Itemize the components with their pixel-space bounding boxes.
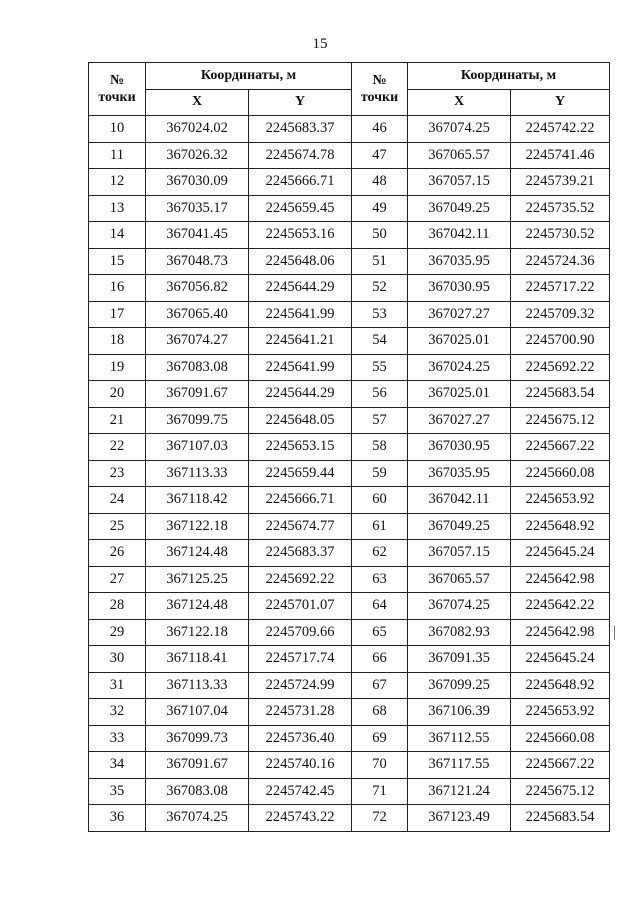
y-coordinate-cell: 2245717.74: [249, 646, 352, 673]
point-number-cell: 64: [352, 593, 408, 620]
point-number-cell: 19: [89, 354, 146, 381]
point-number-cell: 35: [89, 778, 146, 805]
y-coordinate-cell: 2245675.12: [511, 407, 610, 434]
y-coordinate-cell: 2245659.45: [249, 195, 352, 222]
page-number: 15: [312, 36, 328, 52]
x-coordinate-cell: 367056.82: [146, 275, 249, 302]
table-row: [89, 752, 610, 779]
x-coordinate-cell: 367027.27: [408, 301, 511, 328]
y-coordinate-cell: 2245709.32: [511, 301, 610, 328]
table-row: [89, 619, 610, 646]
y-coordinate-cell: 2245653.16: [249, 222, 352, 249]
x-coordinate-cell: 367091.67: [146, 752, 249, 779]
table-row: [89, 169, 610, 196]
table-row: [89, 540, 610, 567]
point-number-cell: 22: [89, 434, 146, 461]
point-number-cell: 15: [89, 248, 146, 275]
point-number-cell: 14: [89, 222, 146, 249]
y-coordinate-cell: 2245683.54: [511, 805, 610, 832]
point-number-cell: 30: [89, 646, 146, 673]
number-sign-label: №: [109, 73, 125, 88]
point-number-cell: 48: [352, 169, 408, 196]
y-coordinate-cell: 2245666.71: [249, 487, 352, 514]
table-row: [89, 142, 610, 169]
x-coordinate-cell: 367030.09: [146, 169, 249, 196]
y-coordinate-cell: 2245701.07: [249, 593, 352, 620]
point-number-cell: 26: [89, 540, 146, 567]
y-coordinate-cell: 2245641.99: [249, 301, 352, 328]
table-row: [89, 513, 610, 540]
y-coordinate-cell: 2245653.92: [511, 487, 610, 514]
point-label: точки: [360, 90, 399, 105]
table-row: [89, 566, 610, 593]
point-number-cell: 71: [352, 778, 408, 805]
point-number-cell: 36: [89, 805, 146, 832]
x-coordinate-cell: 367113.33: [146, 672, 249, 699]
point-number-cell: 24: [89, 487, 146, 514]
y-coordinate-cell: 2245740.16: [249, 752, 352, 779]
table-row: [89, 725, 610, 752]
table-row: [89, 248, 610, 275]
x-coordinate-cell: 367121.24: [408, 778, 511, 805]
point-number-cell: 17: [89, 301, 146, 328]
x-coordinate-cell: 367117.55: [408, 752, 511, 779]
x-coordinate-cell: 367026.32: [146, 142, 249, 169]
y-coordinate-cell: 2245644.29: [249, 381, 352, 408]
point-number-cell: 12: [89, 169, 146, 196]
x-coordinate-cell: 367074.25: [408, 593, 511, 620]
coordinates-header: Координаты, м: [146, 63, 352, 90]
table-row: [89, 195, 610, 222]
x-coordinate-cell: 367030.95: [408, 275, 511, 302]
x-coordinate-cell: 367083.08: [146, 778, 249, 805]
point-number-cell: 59: [352, 460, 408, 487]
x-coordinate-cell: 367035.95: [408, 248, 511, 275]
x-coordinate-cell: 367049.25: [408, 195, 511, 222]
coordinates-table: [88, 62, 610, 832]
x-coordinate-cell: 367107.03: [146, 434, 249, 461]
x-coordinate-cell: 367041.45: [146, 222, 249, 249]
x-coordinate-cell: 367024.02: [146, 116, 249, 143]
table-row: [89, 699, 610, 726]
point-number-cell: 10: [89, 116, 146, 143]
table-row: [89, 805, 610, 832]
y-coordinate-cell: 2245731.28: [249, 699, 352, 726]
x-coordinate-cell: 367057.15: [408, 169, 511, 196]
x-coordinate-cell: 367074.27: [146, 328, 249, 355]
x-coordinate-cell: 367124.48: [146, 540, 249, 567]
point-number-cell: 21: [89, 407, 146, 434]
y-coordinate-cell: 2245642.98: [511, 566, 610, 593]
table-row: [89, 460, 610, 487]
x-coordinate-cell: 367082.93: [408, 619, 511, 646]
point-number-cell: 46: [352, 116, 408, 143]
point-number-cell: 63: [352, 566, 408, 593]
x-coordinate-cell: 367027.27: [408, 407, 511, 434]
y-coordinate-cell: 2245736.40: [249, 725, 352, 752]
table-row: [89, 593, 610, 620]
point-label: точки: [98, 90, 136, 105]
x-coordinate-cell: 367112.55: [408, 725, 511, 752]
y-coordinate-cell: 2245724.36: [511, 248, 610, 275]
y-coordinate-cell: 2245741.46: [511, 142, 610, 169]
x-coordinate-cell: 367049.25: [408, 513, 511, 540]
point-number-cell: 50: [352, 222, 408, 249]
point-number-header: [89, 63, 146, 116]
y-coordinate-cell: 2245683.37: [249, 540, 352, 567]
point-number-cell: 27: [89, 566, 146, 593]
y-coordinate-cell: 2245735.52: [511, 195, 610, 222]
y-coordinate-cell: 2245700.90: [511, 328, 610, 355]
point-number-cell: 31: [89, 672, 146, 699]
x-coordinate-cell: 367099.73: [146, 725, 249, 752]
y-coordinate-cell: 2245743.22: [249, 805, 352, 832]
y-coordinate-cell: 2245648.92: [511, 672, 610, 699]
table-row: [89, 487, 610, 514]
point-number-cell: 51: [352, 248, 408, 275]
x-coordinate-cell: 367118.41: [146, 646, 249, 673]
y-coordinate-cell: 2245642.98: [511, 619, 610, 646]
x-coordinate-cell: 367113.33: [146, 460, 249, 487]
x-coordinate-cell: 367083.08: [146, 354, 249, 381]
scan-edge-mark: [614, 626, 615, 640]
x-column-header: X: [146, 89, 249, 116]
y-coordinate-cell: 2245742.22: [511, 116, 610, 143]
y-coordinate-cell: 2245648.92: [511, 513, 610, 540]
table-row: [89, 328, 610, 355]
x-coordinate-cell: 367099.25: [408, 672, 511, 699]
y-coordinate-cell: 2245660.08: [511, 460, 610, 487]
x-coordinate-cell: 367030.95: [408, 434, 511, 461]
x-coordinate-cell: 367118.42: [146, 487, 249, 514]
x-coordinate-cell: 367091.67: [146, 381, 249, 408]
x-coordinate-cell: 367124.48: [146, 593, 249, 620]
y-coordinate-cell: 2245645.24: [511, 646, 610, 673]
x-coordinate-cell: 367122.18: [146, 513, 249, 540]
table-row: [89, 301, 610, 328]
point-number-cell: 55: [352, 354, 408, 381]
x-coordinate-cell: 367042.11: [408, 487, 511, 514]
x-coordinate-cell: 367091.35: [408, 646, 511, 673]
y-coordinate-cell: 2245659.44: [249, 460, 352, 487]
table-row: [89, 116, 610, 143]
point-number-cell: 62: [352, 540, 408, 567]
x-coordinate-cell: 367035.17: [146, 195, 249, 222]
point-number-cell: 52: [352, 275, 408, 302]
table-row: [89, 407, 610, 434]
x-column-header: X: [408, 89, 511, 116]
point-number-header: [352, 63, 408, 116]
y-coordinate-cell: 2245742.45: [249, 778, 352, 805]
y-coordinate-cell: 2245683.54: [511, 381, 610, 408]
table-row: [89, 275, 610, 302]
y-coordinate-cell: 2245692.22: [511, 354, 610, 381]
y-coordinate-cell: 2245717.22: [511, 275, 610, 302]
y-coordinate-cell: 2245667.22: [511, 434, 610, 461]
point-number-cell: 28: [89, 593, 146, 620]
y-column-header: Y: [249, 89, 352, 116]
table-row: [89, 222, 610, 249]
point-number-cell: 33: [89, 725, 146, 752]
x-coordinate-cell: 367074.25: [146, 805, 249, 832]
number-sign-label: №: [372, 73, 387, 88]
point-number-cell: 60: [352, 487, 408, 514]
point-number-cell: 57: [352, 407, 408, 434]
table-row: [89, 381, 610, 408]
x-coordinate-cell: 367107.04: [146, 699, 249, 726]
point-number-cell: 69: [352, 725, 408, 752]
y-coordinate-cell: 2245648.05: [249, 407, 352, 434]
x-coordinate-cell: 367122.18: [146, 619, 249, 646]
point-number-cell: 53: [352, 301, 408, 328]
point-number-cell: 72: [352, 805, 408, 832]
table-body: [89, 116, 610, 832]
point-number-cell: 68: [352, 699, 408, 726]
y-coordinate-cell: 2245660.08: [511, 725, 610, 752]
y-coordinate-cell: 2245644.29: [249, 275, 352, 302]
point-number-cell: 13: [89, 195, 146, 222]
table-header: [89, 63, 610, 116]
x-coordinate-cell: 367025.01: [408, 381, 511, 408]
y-coordinate-cell: 2245674.77: [249, 513, 352, 540]
y-coordinate-cell: 2245641.21: [249, 328, 352, 355]
y-coordinate-cell: 2245683.37: [249, 116, 352, 143]
point-number-cell: 29: [89, 619, 146, 646]
point-number-cell: 16: [89, 275, 146, 302]
x-coordinate-cell: 367057.15: [408, 540, 511, 567]
coordinates-header: Координаты, м: [408, 63, 610, 90]
y-coordinate-cell: 2245709.66: [249, 619, 352, 646]
x-coordinate-cell: 367048.73: [146, 248, 249, 275]
point-number-cell: 18: [89, 328, 146, 355]
x-coordinate-cell: 367123.49: [408, 805, 511, 832]
x-coordinate-cell: 367065.40: [146, 301, 249, 328]
point-number-cell: 58: [352, 434, 408, 461]
y-coordinate-cell: 2245675.12: [511, 778, 610, 805]
y-coordinate-cell: 2245739.21: [511, 169, 610, 196]
point-number-cell: 34: [89, 752, 146, 779]
x-coordinate-cell: 367074.25: [408, 116, 511, 143]
x-coordinate-cell: 367024.25: [408, 354, 511, 381]
point-number-cell: 20: [89, 381, 146, 408]
point-number-cell: 54: [352, 328, 408, 355]
point-number-cell: 11: [89, 142, 146, 169]
point-number-cell: 66: [352, 646, 408, 673]
x-coordinate-cell: 367025.01: [408, 328, 511, 355]
x-coordinate-cell: 367099.75: [146, 407, 249, 434]
x-coordinate-cell: 367065.57: [408, 566, 511, 593]
point-number-cell: 23: [89, 460, 146, 487]
point-number-cell: 61: [352, 513, 408, 540]
y-coordinate-cell: 2245645.24: [511, 540, 610, 567]
table-row: [89, 434, 610, 461]
x-coordinate-cell: 367035.95: [408, 460, 511, 487]
x-coordinate-cell: 367065.57: [408, 142, 511, 169]
table-row: [89, 646, 610, 673]
table-row: [89, 354, 610, 381]
table-row: [89, 778, 610, 805]
point-number-cell: 67: [352, 672, 408, 699]
y-coordinate-cell: 2245666.71: [249, 169, 352, 196]
y-coordinate-cell: 2245667.22: [511, 752, 610, 779]
y-coordinate-cell: 2245692.22: [249, 566, 352, 593]
y-column-header: Y: [511, 89, 610, 116]
y-coordinate-cell: 2245730.52: [511, 222, 610, 249]
y-coordinate-cell: 2245641.99: [249, 354, 352, 381]
point-number-cell: 47: [352, 142, 408, 169]
point-number-cell: 25: [89, 513, 146, 540]
x-coordinate-cell: 367125.25: [146, 566, 249, 593]
x-coordinate-cell: 367042.11: [408, 222, 511, 249]
table-row: [89, 672, 610, 699]
y-coordinate-cell: 2245648.06: [249, 248, 352, 275]
x-coordinate-cell: 367106.39: [408, 699, 511, 726]
y-coordinate-cell: 2245642.22: [511, 593, 610, 620]
y-coordinate-cell: 2245724.99: [249, 672, 352, 699]
y-coordinate-cell: 2245674.78: [249, 142, 352, 169]
y-coordinate-cell: 2245653.15: [249, 434, 352, 461]
point-number-cell: 70: [352, 752, 408, 779]
point-number-cell: 56: [352, 381, 408, 408]
y-coordinate-cell: 2245653.92: [511, 699, 610, 726]
point-number-cell: 32: [89, 699, 146, 726]
point-number-cell: 65: [352, 619, 408, 646]
point-number-cell: 49: [352, 195, 408, 222]
